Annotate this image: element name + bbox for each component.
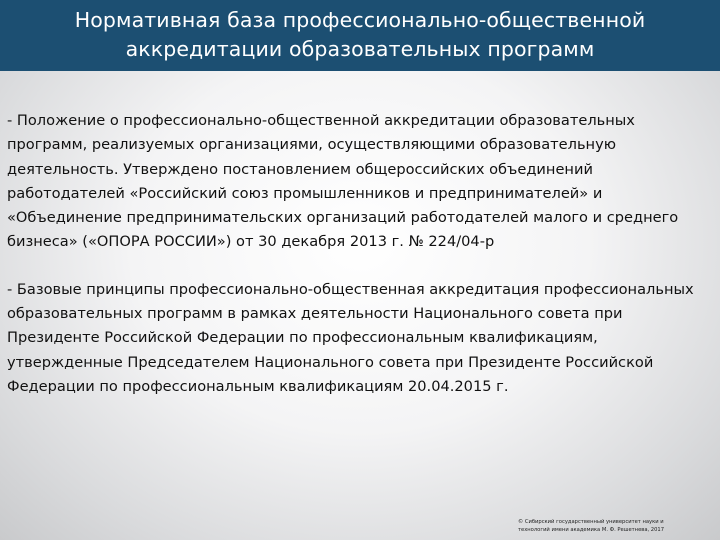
slide-title-line-2: аккредитации образовательных программ bbox=[125, 37, 595, 61]
copyright-line-2: технологий имени академика М. Ф. Решетнева, 2017 bbox=[518, 527, 664, 533]
paragraph-regulation: - Положение о профессионально-общественной аккредитации образовательных программ, реализуемых организациями, осуществляющими образовательную деятельность. Утверждено постановлением общероссийских объединений работодателей «Российский союз промышленников и предпринимателей» и «Объединение предпринимательских организаций работодателей малого и среднего бизнеса» («ОПОРА РОССИИ») от 30 декабря 2013 г. № 224/04-р bbox=[7, 112, 679, 251]
slide-title-line-1: Нормативная база профессионально-общественной bbox=[74, 8, 646, 32]
copyright-line-1: © Сибирский государственный университет науки и bbox=[518, 519, 664, 525]
slide-body bbox=[7, 109, 712, 399]
paragraph-basic-principles: - Базовые принципы профессионально-общественная аккредитация профессиональных образовательных программ в рамках деятельности Национального совета при Президенте Российской Федерации по профессиональным квалификациям, утвержденные Председателем Национального совета при Президенте Российской Федерации по профессиональным квалификациям 20.04.2015 г. bbox=[7, 280, 694, 395]
slide-header bbox=[0, 0, 720, 71]
copyright-footer bbox=[518, 518, 708, 534]
